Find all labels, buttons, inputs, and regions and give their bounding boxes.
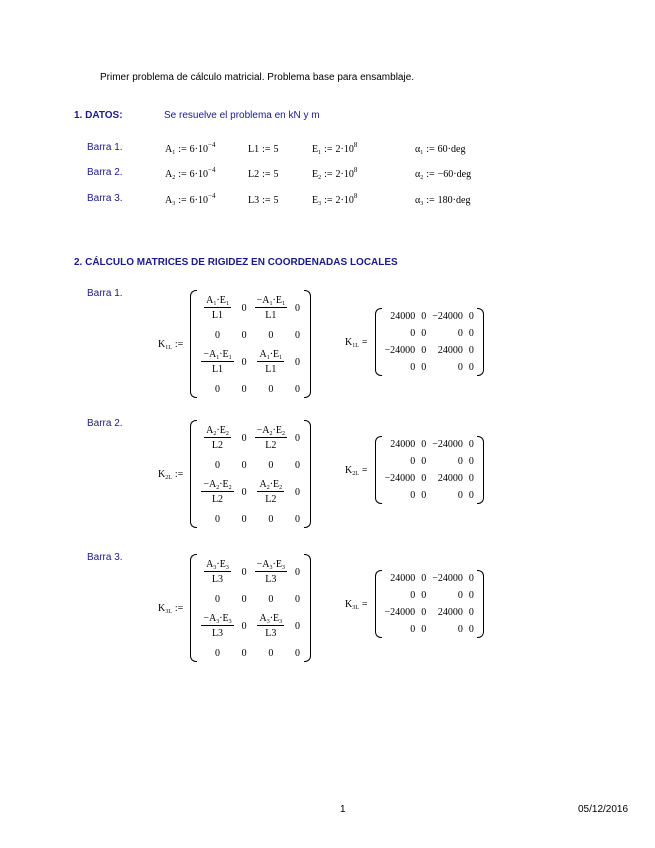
index-subscript: 3	[225, 565, 229, 571]
units-note: Se resuelve el problema en kN y m	[164, 110, 320, 121]
barra-label: Barra 2.	[87, 418, 123, 429]
assign-operator: :=	[174, 602, 184, 614]
length-value: 5	[273, 195, 279, 206]
matrix-zero: 0	[268, 383, 274, 395]
barra-label: Barra 1.	[87, 142, 123, 153]
matrix-entry: 0	[410, 362, 416, 373]
matrix-zero: 0	[268, 329, 274, 341]
matrix-entry: 24000	[390, 439, 416, 450]
stiffness-fraction	[255, 425, 287, 451]
matrix-zero: 0	[214, 383, 220, 395]
modulus-symbol: E	[312, 169, 319, 180]
modulus-symbol: E	[273, 349, 280, 360]
stiffness-fraction	[204, 425, 231, 451]
area-value: 6·10	[189, 195, 208, 206]
modulus-symbol: E	[273, 613, 280, 624]
matrix-zero: 0	[241, 432, 247, 444]
length-symbol: L1	[211, 310, 224, 321]
index-subscript: 1	[213, 301, 217, 307]
matrix-zero: 0	[294, 432, 300, 444]
matrix-entry: 24000	[437, 607, 463, 618]
matrix-entry: 0	[468, 345, 474, 356]
matrix-entry: −24000	[384, 345, 416, 356]
length-symbol: L2	[248, 169, 260, 180]
length-symbol: L3	[211, 628, 224, 639]
stiffness-subscript: 1L	[352, 342, 359, 349]
alpha-subscript: 2	[420, 175, 424, 181]
stiffness-subscript: 3L	[165, 608, 172, 615]
length-symbol: L1	[265, 310, 277, 321]
assign-operator: :=	[426, 144, 435, 155]
matrix-zero: 0	[214, 513, 220, 525]
stiffness-fraction	[201, 479, 233, 505]
alpha-subscript: 3	[420, 201, 424, 207]
assign-operator: :=	[262, 144, 271, 155]
stiffness-fraction	[204, 295, 231, 321]
area-symbol: A	[165, 169, 173, 180]
matrix-entry: −24000	[384, 607, 416, 618]
matrix-entry: 0	[421, 311, 427, 322]
area-value: 6·10	[189, 169, 208, 180]
area-symbol: A	[165, 144, 173, 155]
index-subscript: 1	[228, 355, 232, 361]
area-symbol: A	[262, 559, 270, 570]
matrix-zero: 0	[214, 593, 220, 605]
matrix-entry: 0	[410, 624, 416, 635]
matrix-zero: 0	[268, 647, 274, 659]
modulus-subscript: 2	[318, 175, 322, 181]
matrix-entry: 0	[468, 456, 474, 467]
stiffness-fraction	[201, 349, 233, 375]
stiffness-fraction	[201, 613, 233, 639]
matrix-entry: 24000	[390, 573, 416, 584]
equals-operator: =	[361, 336, 368, 348]
modulus-symbol: E	[222, 349, 229, 360]
stiffness-fraction	[257, 613, 284, 639]
matrix-zero: 0	[241, 329, 247, 341]
matrix-zero: 0	[241, 566, 247, 578]
index-subscript: 1	[281, 301, 285, 307]
alpha-symbol: α	[415, 144, 421, 155]
area-symbol: A	[208, 479, 217, 490]
index-subscript: 2	[213, 431, 217, 437]
dot-operator: ·	[219, 349, 223, 360]
modulus-subscript: 3	[318, 201, 322, 207]
symbolic-stiffness-matrix	[158, 554, 311, 662]
modulus-subscript: 1	[318, 150, 322, 156]
matrix-entry: 0	[421, 456, 427, 467]
matrix-entry: −24000	[432, 439, 463, 450]
index-subscript: 1	[266, 355, 270, 361]
matrix-entry: 0	[468, 311, 474, 322]
matrix-zero: 0	[268, 459, 274, 471]
matrix-zero: 0	[294, 356, 300, 368]
dot-operator: ·	[216, 425, 220, 436]
area-symbol: A	[208, 613, 217, 624]
section2-title: 2. CÁLCULO MATRICES DE RIGIDEZ EN COORDENADAS LOCALES	[74, 257, 398, 268]
modulus-symbol: E	[219, 559, 226, 570]
matrix-entry: 0	[410, 328, 416, 339]
area-symbol: A	[259, 479, 267, 490]
modulus-value: 2·10	[335, 195, 354, 206]
assign-operator: :=	[426, 169, 435, 180]
length-symbol: L3	[211, 574, 224, 585]
index-subscript: 3	[281, 565, 285, 571]
matrix-zero: 0	[241, 383, 247, 395]
minus-sign: −	[203, 613, 209, 624]
matrix-zero: 0	[294, 566, 300, 578]
index-subscript: 3	[228, 619, 232, 625]
dot-operator: ·	[219, 613, 223, 624]
alpha-symbol: α	[415, 169, 421, 180]
area-assignment	[165, 192, 216, 207]
index-subscript: 2	[216, 485, 220, 491]
area-assignment	[165, 141, 216, 156]
length-symbol: L1	[211, 364, 224, 375]
matrix-entry: 0	[457, 456, 463, 467]
matrix-entry: 0	[468, 607, 474, 618]
symbolic-stiffness-matrix	[158, 290, 311, 398]
minus-sign: −	[256, 295, 263, 306]
area-symbol: A	[206, 559, 214, 570]
modulus-exponent: 8	[353, 192, 358, 200]
matrix-entry: 0	[421, 345, 427, 356]
index-subscript: 1	[279, 355, 283, 361]
assign-operator: :=	[178, 195, 187, 206]
matrix-entry: 0	[421, 473, 427, 484]
matrix-zero: 0	[241, 513, 247, 525]
matrix-zero: 0	[294, 486, 300, 498]
matrix-entry: 0	[468, 362, 474, 373]
angle-assignment	[415, 144, 465, 155]
matrix-entry: 0	[468, 473, 474, 484]
angle-assignment	[415, 169, 471, 180]
stiffness-fraction	[255, 559, 287, 585]
modulus-value: 2·10	[335, 144, 354, 155]
matrix-zero: 0	[294, 302, 300, 314]
matrix-zero: 0	[294, 459, 300, 471]
numeric-stiffness-matrix	[345, 436, 484, 504]
numeric-stiffness-matrix	[345, 570, 484, 638]
length-value: 5	[273, 144, 279, 155]
modulus-symbol: E	[219, 425, 226, 436]
length-symbol: L2	[211, 440, 224, 451]
modulus-symbol: E	[273, 479, 280, 490]
modulus-symbol: E	[219, 295, 226, 306]
length-assignment	[248, 195, 279, 206]
matrix-entry: 0	[421, 624, 427, 635]
area-assignment	[165, 166, 216, 181]
area-symbol: A	[206, 425, 214, 436]
barra-label: Barra 2.	[87, 167, 123, 178]
stiffness-symbol: K	[345, 464, 353, 476]
symbolic-stiffness-matrix	[158, 420, 311, 528]
matrix-entry: 24000	[390, 311, 416, 322]
modulus-assignment	[312, 166, 358, 181]
matrix-zero: 0	[294, 620, 300, 632]
stiffness-symbol: K	[158, 338, 166, 350]
length-symbol: L1	[248, 144, 260, 155]
matrix-entry: −24000	[432, 573, 463, 584]
index-subscript: 1	[216, 355, 220, 361]
dot-operator: ·	[216, 295, 220, 306]
dot-operator: ·	[272, 559, 276, 570]
minus-sign: −	[203, 349, 209, 360]
stiffness-subscript: 2L	[352, 470, 359, 477]
matrix-entry: 0	[421, 439, 427, 450]
intro-text: Primer problema de cálculo matricial. Problema base para ensamblaje.	[100, 72, 415, 83]
alpha-subscript: 1	[420, 150, 424, 156]
matrix-zero: 0	[268, 513, 274, 525]
stiffness-symbol: K	[158, 602, 166, 614]
equals-operator: =	[361, 464, 368, 476]
area-symbol: A	[259, 613, 267, 624]
modulus-symbol: E	[222, 613, 229, 624]
area-exponent: −4	[208, 192, 216, 200]
modulus-assignment	[312, 141, 358, 156]
index-subscript: 2	[269, 431, 273, 437]
matrix-entry: 0	[421, 362, 427, 373]
area-symbol: A	[259, 349, 267, 360]
matrix-entry: 0	[468, 490, 474, 501]
length-symbol: L1	[265, 364, 277, 375]
modulus-symbol: E	[275, 425, 282, 436]
minus-sign: −	[256, 559, 263, 570]
dot-operator: ·	[219, 479, 223, 490]
area-value: 6·10	[189, 144, 208, 155]
matrix-zero: 0	[241, 302, 247, 314]
matrix-zero: 0	[241, 593, 247, 605]
matrix-zero: 0	[214, 647, 220, 659]
length-symbol: L2	[211, 494, 224, 505]
length-symbol: L3	[248, 195, 260, 206]
index-subscript: 2	[228, 485, 232, 491]
matrix-entry: 0	[457, 490, 463, 501]
matrix-entry: 0	[457, 362, 463, 373]
assign-operator: :=	[324, 144, 333, 155]
section1-title: 1. DATOS:	[74, 110, 123, 121]
matrix-zero: 0	[241, 356, 247, 368]
matrix-entry: 0	[421, 573, 427, 584]
index-subscript: 1	[269, 301, 273, 307]
numeric-stiffness-matrix	[345, 308, 484, 376]
minus-sign: −	[203, 479, 209, 490]
stiffness-subscript: 1L	[165, 344, 172, 351]
dot-operator: ·	[269, 349, 274, 360]
matrix-entry: 0	[421, 490, 427, 501]
matrix-zero: 0	[241, 647, 247, 659]
angle-assignment	[415, 195, 470, 206]
matrix-zero: 0	[214, 459, 220, 471]
matrix-entry: 0	[468, 439, 474, 450]
matrix-zero: 0	[294, 593, 300, 605]
index-subscript: 1	[225, 301, 229, 307]
matrix-entry: 0	[457, 624, 463, 635]
matrix-zero: 0	[214, 329, 220, 341]
assign-operator: :=	[262, 169, 271, 180]
stiffness-symbol: K	[158, 468, 166, 480]
modulus-symbol: E	[312, 195, 319, 206]
length-symbol: L2	[265, 494, 277, 505]
matrix-entry: 24000	[437, 345, 463, 356]
area-symbol: A	[206, 295, 214, 306]
matrix-zero: 0	[294, 513, 300, 525]
assign-operator: :=	[262, 195, 271, 206]
equals-operator: =	[361, 598, 368, 610]
index-subscript: 3	[269, 565, 273, 571]
matrix-entry: 0	[421, 607, 427, 618]
matrix-entry: 24000	[437, 473, 463, 484]
matrix-entry: 0	[410, 490, 416, 501]
area-symbol: A	[208, 349, 217, 360]
modulus-symbol: E	[275, 295, 282, 306]
barra-label: Barra 3.	[87, 193, 123, 204]
area-exponent: −4	[208, 166, 216, 174]
matrix-entry: 0	[421, 328, 427, 339]
length-value: 5	[273, 169, 279, 180]
matrix-zero: 0	[294, 647, 300, 659]
angle-value: −60·deg	[437, 169, 472, 180]
matrix-entry: 0	[468, 624, 474, 635]
modulus-assignment	[312, 192, 358, 207]
matrix-entry: −24000	[384, 473, 416, 484]
length-symbol: L2	[265, 440, 277, 451]
length-symbol: L3	[265, 574, 277, 585]
matrix-zero: 0	[294, 329, 300, 341]
index-subscript: 2	[225, 431, 229, 437]
angle-value: 60·deg	[437, 144, 466, 155]
matrix-zero: 0	[294, 383, 300, 395]
matrix-entry: 0	[457, 590, 463, 601]
stiffness-fraction	[257, 479, 284, 505]
length-assignment	[248, 169, 279, 180]
assign-operator: :=	[174, 468, 184, 480]
assign-operator: :=	[426, 195, 435, 206]
index-subscript: 3	[279, 619, 283, 625]
length-assignment	[248, 144, 279, 155]
matrix-entry: −24000	[432, 311, 463, 322]
modulus-value: 2·10	[335, 169, 354, 180]
assign-operator: :=	[324, 169, 333, 180]
matrix-entry: 0	[468, 328, 474, 339]
assign-operator: :=	[178, 144, 187, 155]
area-subscript: 2	[172, 175, 176, 181]
matrix-zero: 0	[241, 620, 247, 632]
index-subscript: 2	[266, 485, 270, 491]
area-subscript: 1	[172, 150, 176, 156]
dot-operator: ·	[269, 613, 274, 624]
area-symbol: A	[165, 195, 173, 206]
index-subscript: 3	[266, 619, 270, 625]
matrix-entry: 0	[468, 573, 474, 584]
matrix-entry: 0	[410, 590, 416, 601]
barra-label: Barra 3.	[87, 552, 123, 563]
area-exponent: −4	[208, 141, 216, 149]
dot-operator: ·	[269, 479, 274, 490]
barra-label: Barra 1.	[87, 288, 123, 299]
matrix-zero: 0	[241, 459, 247, 471]
modulus-symbol: E	[275, 559, 282, 570]
modulus-exponent: 8	[353, 141, 358, 149]
dot-operator: ·	[272, 295, 276, 306]
matrix-zero: 0	[241, 486, 247, 498]
index-subscript: 2	[281, 431, 285, 437]
stiffness-fraction	[257, 349, 284, 375]
dot-operator: ·	[272, 425, 276, 436]
area-symbol: A	[262, 425, 270, 436]
index-subscript: 3	[216, 619, 220, 625]
angle-value: 180·deg	[437, 195, 471, 206]
matrix-entry: 0	[457, 328, 463, 339]
stiffness-fraction	[255, 295, 287, 321]
stiffness-fraction	[204, 559, 231, 585]
assign-operator: :=	[174, 338, 184, 350]
matrix-zero: 0	[268, 593, 274, 605]
stiffness-symbol: K	[345, 598, 353, 610]
index-subscript: 3	[213, 565, 217, 571]
matrix-entry: 0	[410, 456, 416, 467]
matrix-entry: 0	[468, 590, 474, 601]
footer-date: 05/12/2016	[578, 804, 629, 815]
alpha-symbol: α	[415, 195, 421, 206]
page-number: 1	[340, 804, 346, 815]
modulus-symbol: E	[312, 144, 319, 155]
minus-sign: −	[256, 425, 263, 436]
dot-operator: ·	[216, 559, 220, 570]
matrix-entry: 0	[421, 590, 427, 601]
assign-operator: :=	[178, 169, 187, 180]
modulus-exponent: 8	[353, 166, 358, 174]
area-symbol: A	[262, 295, 270, 306]
area-subscript: 3	[172, 201, 176, 207]
stiffness-subscript: 3L	[352, 604, 359, 611]
index-subscript: 2	[279, 485, 283, 491]
stiffness-subscript: 2L	[165, 474, 172, 481]
assign-operator: :=	[324, 195, 333, 206]
stiffness-symbol: K	[345, 336, 353, 348]
modulus-symbol: E	[222, 479, 229, 490]
length-symbol: L3	[265, 628, 277, 639]
